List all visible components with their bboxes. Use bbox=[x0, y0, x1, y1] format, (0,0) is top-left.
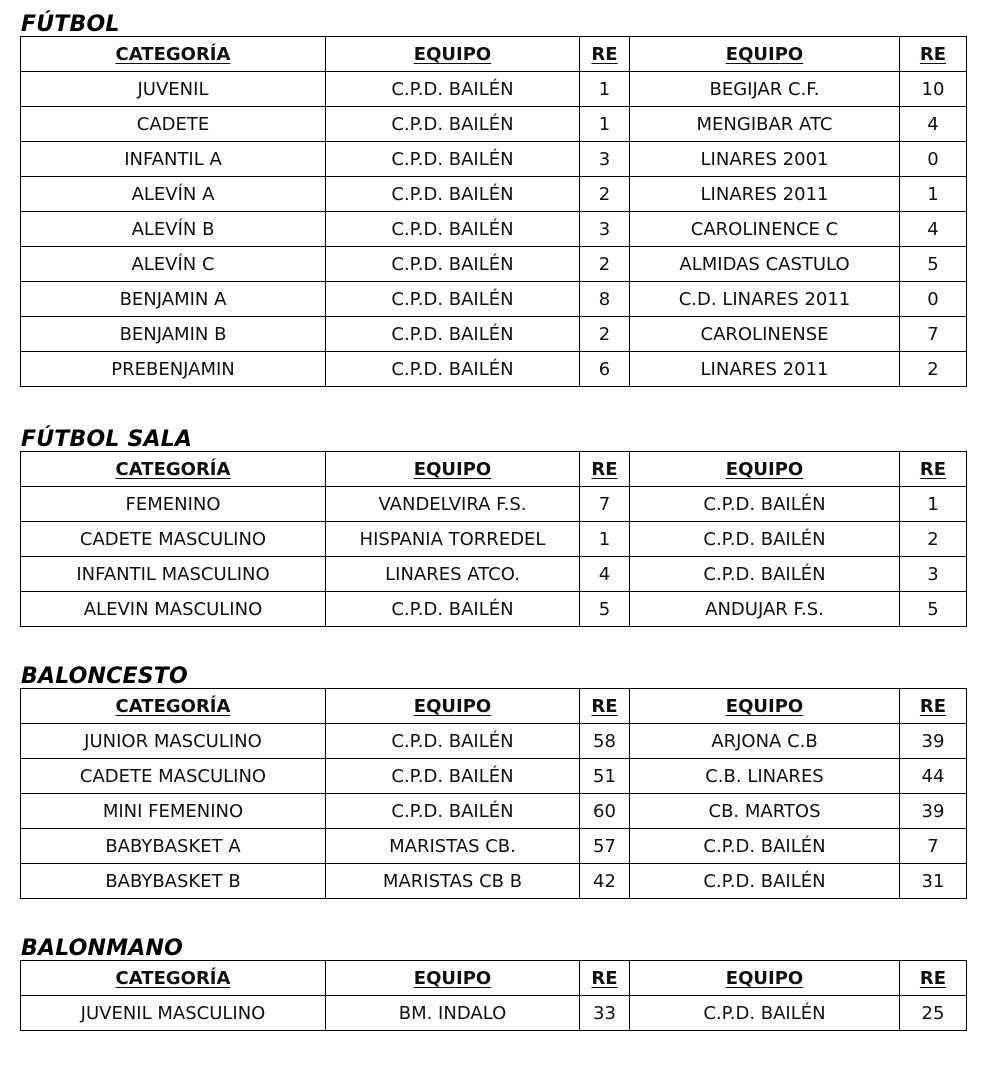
table-row bbox=[21, 247, 967, 282]
header-team-home: EQUIPO bbox=[326, 961, 580, 996]
result-away-cell: 39 bbox=[900, 724, 967, 759]
category-cell: CADETE bbox=[21, 107, 326, 142]
header-row bbox=[21, 961, 967, 996]
header-team-away: EQUIPO bbox=[630, 961, 900, 996]
section-futbol bbox=[20, 12, 966, 387]
category-cell: BENJAMIN A bbox=[21, 282, 326, 317]
result-away-cell: 5 bbox=[900, 592, 967, 627]
header-category: CATEGORÍA bbox=[21, 689, 326, 724]
category-cell: CADETE MASCULINO bbox=[21, 759, 326, 794]
result-home-cell: 58 bbox=[580, 724, 630, 759]
result-home-cell: 2 bbox=[580, 317, 630, 352]
team-home-cell: HISPANIA TORREDEL bbox=[326, 522, 580, 557]
team-away-cell: C.P.D. BAILÉN bbox=[630, 487, 900, 522]
table-row bbox=[21, 317, 967, 352]
category-cell: BABYBASKET B bbox=[21, 864, 326, 899]
header-row bbox=[21, 689, 967, 724]
team-home-cell: C.P.D. BAILÉN bbox=[326, 592, 580, 627]
header-category: CATEGORÍA bbox=[21, 37, 326, 72]
team-away-cell: C.B. LINARES bbox=[630, 759, 900, 794]
result-home-cell: 3 bbox=[580, 142, 630, 177]
section-futbol-sala bbox=[20, 427, 966, 627]
table-row bbox=[21, 72, 967, 107]
result-away-cell: 7 bbox=[900, 829, 967, 864]
team-away-cell: ANDUJAR F.S. bbox=[630, 592, 900, 627]
header-team-home: EQUIPO bbox=[326, 37, 580, 72]
section-title: FÚTBOL bbox=[21, 12, 120, 37]
result-home-cell: 51 bbox=[580, 759, 630, 794]
result-away-cell: 44 bbox=[900, 759, 967, 794]
category-cell: BABYBASKET A bbox=[21, 829, 326, 864]
header-row bbox=[21, 452, 967, 487]
category-cell: PREBENJAMIN bbox=[21, 352, 326, 387]
team-away-cell: ALMIDAS CASTULO bbox=[630, 247, 900, 282]
result-home-cell: 1 bbox=[580, 522, 630, 557]
result-home-cell: 60 bbox=[580, 794, 630, 829]
result-away-cell: 39 bbox=[900, 794, 967, 829]
table-row bbox=[21, 212, 967, 247]
header-category: CATEGORÍA bbox=[21, 961, 326, 996]
result-away-cell: 0 bbox=[900, 282, 967, 317]
result-home-cell: 2 bbox=[580, 177, 630, 212]
header-team-home: EQUIPO bbox=[326, 689, 580, 724]
table-row bbox=[21, 142, 967, 177]
result-home-cell: 33 bbox=[580, 996, 630, 1031]
result-away-cell: 31 bbox=[900, 864, 967, 899]
team-home-cell: LINARES ATCO. bbox=[326, 557, 580, 592]
category-cell: INFANTIL A bbox=[21, 142, 326, 177]
team-away-cell: ARJONA C.B bbox=[630, 724, 900, 759]
header-team-away: EQUIPO bbox=[630, 689, 900, 724]
header-result-home: RE bbox=[580, 961, 630, 996]
result-away-cell: 25 bbox=[900, 996, 967, 1031]
result-home-cell: 8 bbox=[580, 282, 630, 317]
result-away-cell: 7 bbox=[900, 317, 967, 352]
result-away-cell: 5 bbox=[900, 247, 967, 282]
header-category: CATEGORÍA bbox=[21, 452, 326, 487]
team-home-cell: C.P.D. BAILÉN bbox=[326, 794, 580, 829]
team-away-cell: C.P.D. BAILÉN bbox=[630, 829, 900, 864]
result-home-cell: 7 bbox=[580, 487, 630, 522]
team-home-cell: C.P.D. BAILÉN bbox=[326, 142, 580, 177]
results-table-balonmano bbox=[20, 960, 967, 1031]
table-row bbox=[21, 829, 967, 864]
table-row bbox=[21, 522, 967, 557]
team-away-cell: LINARES 2001 bbox=[630, 142, 900, 177]
team-home-cell: C.P.D. BAILÉN bbox=[326, 107, 580, 142]
table-row bbox=[21, 592, 967, 627]
header-result-away: RE bbox=[900, 961, 967, 996]
header-team-away: EQUIPO bbox=[630, 37, 900, 72]
header-result-home: RE bbox=[580, 37, 630, 72]
results-table-baloncesto bbox=[20, 688, 967, 899]
category-cell: ALEVÍN A bbox=[21, 177, 326, 212]
team-away-cell: CAROLINENSE bbox=[630, 317, 900, 352]
header-result-away: RE bbox=[900, 452, 967, 487]
result-home-cell: 57 bbox=[580, 829, 630, 864]
result-home-cell: 2 bbox=[580, 247, 630, 282]
category-cell: MINI FEMENINO bbox=[21, 794, 326, 829]
result-home-cell: 1 bbox=[580, 72, 630, 107]
header-result-away: RE bbox=[900, 37, 967, 72]
header-result-away: RE bbox=[900, 689, 967, 724]
section-title: FÚTBOL SALA bbox=[21, 427, 193, 452]
result-home-cell: 42 bbox=[580, 864, 630, 899]
category-cell: JUNIOR MASCULINO bbox=[21, 724, 326, 759]
team-home-cell: C.P.D. BAILÉN bbox=[326, 759, 580, 794]
result-away-cell: 3 bbox=[900, 557, 967, 592]
table-row bbox=[21, 724, 967, 759]
category-cell: JUVENIL MASCULINO bbox=[21, 996, 326, 1031]
category-cell: ALEVÍN B bbox=[21, 212, 326, 247]
team-home-cell: C.P.D. BAILÉN bbox=[326, 247, 580, 282]
result-away-cell: 0 bbox=[900, 142, 967, 177]
result-home-cell: 5 bbox=[580, 592, 630, 627]
team-home-cell: C.P.D. BAILÉN bbox=[326, 212, 580, 247]
section-baloncesto bbox=[20, 664, 966, 899]
team-home-cell: C.P.D. BAILÉN bbox=[326, 177, 580, 212]
header-result-home: RE bbox=[580, 689, 630, 724]
result-home-cell: 1 bbox=[580, 107, 630, 142]
results-table-futbol bbox=[20, 36, 967, 387]
category-cell: INFANTIL MASCULINO bbox=[21, 557, 326, 592]
result-away-cell: 1 bbox=[900, 177, 967, 212]
table-row bbox=[21, 107, 967, 142]
result-away-cell: 2 bbox=[900, 352, 967, 387]
result-away-cell: 2 bbox=[900, 522, 967, 557]
team-home-cell: VANDELVIRA F.S. bbox=[326, 487, 580, 522]
team-home-cell: C.P.D. BAILÉN bbox=[326, 724, 580, 759]
table-row bbox=[21, 759, 967, 794]
header-row bbox=[21, 37, 967, 72]
result-away-cell: 4 bbox=[900, 107, 967, 142]
table-row bbox=[21, 864, 967, 899]
team-home-cell: MARISTAS CB B bbox=[326, 864, 580, 899]
header-result-home: RE bbox=[580, 452, 630, 487]
team-away-cell: C.P.D. BAILÉN bbox=[630, 557, 900, 592]
team-away-cell: C.P.D. BAILÉN bbox=[630, 522, 900, 557]
section-balonmano bbox=[20, 936, 966, 1031]
category-cell: FEMENINO bbox=[21, 487, 326, 522]
table-row bbox=[21, 557, 967, 592]
result-away-cell: 4 bbox=[900, 212, 967, 247]
result-home-cell: 6 bbox=[580, 352, 630, 387]
team-away-cell: LINARES 2011 bbox=[630, 177, 900, 212]
table-row bbox=[21, 177, 967, 212]
team-home-cell: MARISTAS CB. bbox=[326, 829, 580, 864]
team-home-cell: C.P.D. BAILÉN bbox=[326, 282, 580, 317]
table-row bbox=[21, 794, 967, 829]
team-home-cell: C.P.D. BAILÉN bbox=[326, 352, 580, 387]
result-away-cell: 10 bbox=[900, 72, 967, 107]
result-away-cell: 1 bbox=[900, 487, 967, 522]
table-row bbox=[21, 282, 967, 317]
team-away-cell: C.P.D. BAILÉN bbox=[630, 864, 900, 899]
result-home-cell: 4 bbox=[580, 557, 630, 592]
category-cell: CADETE MASCULINO bbox=[21, 522, 326, 557]
team-home-cell: C.P.D. BAILÉN bbox=[326, 317, 580, 352]
team-away-cell: CB. MARTOS bbox=[630, 794, 900, 829]
result-home-cell: 3 bbox=[580, 212, 630, 247]
team-away-cell: LINARES 2011 bbox=[630, 352, 900, 387]
team-away-cell: MENGIBAR ATC bbox=[630, 107, 900, 142]
section-title: BALONCESTO bbox=[21, 664, 188, 689]
table-row bbox=[21, 487, 967, 522]
team-away-cell: BEGIJAR C.F. bbox=[630, 72, 900, 107]
table-row bbox=[21, 996, 967, 1031]
header-team-away: EQUIPO bbox=[630, 452, 900, 487]
category-cell: JUVENIL bbox=[21, 72, 326, 107]
results-table-futbol-sala bbox=[20, 451, 967, 627]
team-home-cell: C.P.D. BAILÉN bbox=[326, 72, 580, 107]
header-team-home: EQUIPO bbox=[326, 452, 580, 487]
section-title: BALONMANO bbox=[21, 936, 183, 961]
table-row bbox=[21, 352, 967, 387]
category-cell: ALEVIN MASCULINO bbox=[21, 592, 326, 627]
team-home-cell: BM. INDALO bbox=[326, 996, 580, 1031]
team-away-cell: CAROLINENCE C bbox=[630, 212, 900, 247]
team-away-cell: C.P.D. BAILÉN bbox=[630, 996, 900, 1031]
category-cell: ALEVÍN C bbox=[21, 247, 326, 282]
team-away-cell: C.D. LINARES 2011 bbox=[630, 282, 900, 317]
category-cell: BENJAMIN B bbox=[21, 317, 326, 352]
